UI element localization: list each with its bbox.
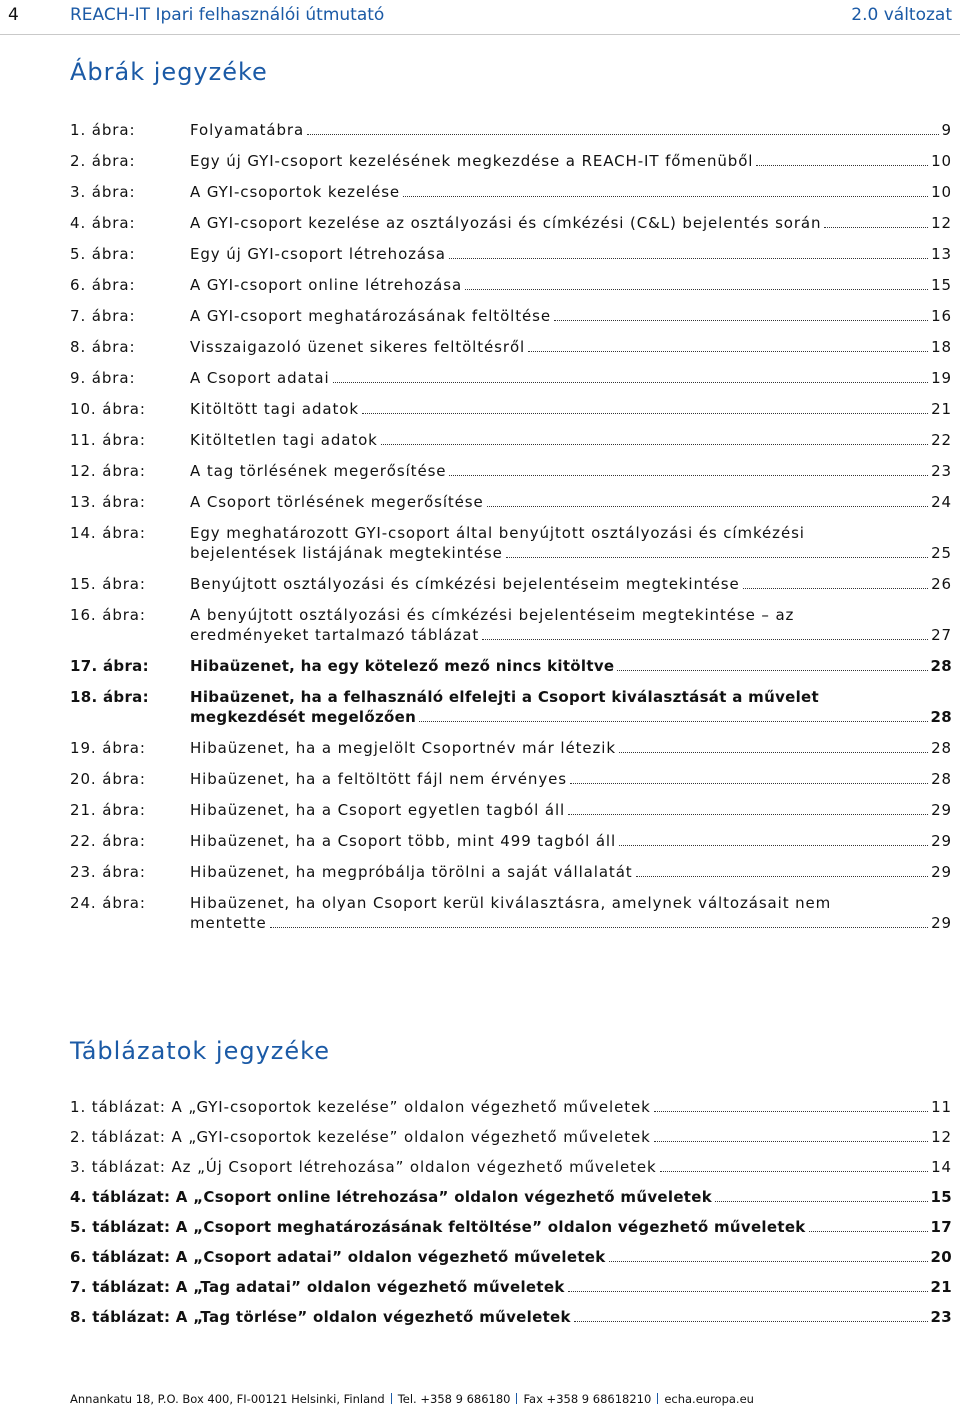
figure-caption-line [190, 656, 952, 676]
figure-label: 6. ábra: [70, 276, 136, 294]
figure-label: 15. ábra: [70, 575, 146, 593]
figure-page-number: 19 [931, 369, 952, 387]
figure-caption-text: bejelentések listájának megtekintése [190, 544, 503, 562]
figure-caption [190, 523, 952, 563]
table-page-number: 14 [931, 1158, 952, 1176]
table-caption-text: 7. táblázat: A „Tag adatai” oldalon végezhető műveletek [70, 1278, 565, 1296]
figure-caption [190, 275, 952, 295]
figure-caption-line [190, 913, 952, 933]
figure-page-number: 10 [931, 183, 952, 201]
figure-caption-line [190, 769, 952, 789]
dot-leader [449, 246, 928, 259]
figure-caption [190, 656, 952, 676]
figure-entry[interactable] [70, 151, 952, 171]
dot-leader [809, 1219, 928, 1232]
table-caption-line [70, 1187, 952, 1207]
figure-list [70, 120, 952, 933]
figure-caption-text: Hibaüzenet, ha a feltöltött fájl nem érvényes [190, 770, 567, 788]
figure-caption-text: Hibaüzenet, ha olyan Csoport kerül kiválasztásra, amelynek változásait nem [190, 894, 832, 912]
figure-caption-line [190, 275, 952, 295]
table-page-number: 12 [931, 1128, 952, 1146]
page-number: 4 [8, 5, 19, 25]
table-entry[interactable] [70, 1157, 952, 1177]
figure-entry[interactable] [70, 574, 952, 594]
footer-tel: Tel. +358 9 686180 [397, 1392, 511, 1406]
figure-label: 5. ábra: [70, 245, 136, 263]
figure-caption [190, 368, 952, 388]
figure-page-number: 29 [931, 832, 952, 850]
figure-caption [190, 831, 952, 851]
figure-caption-line [190, 151, 952, 171]
figure-caption-text: A Csoport adatai [190, 369, 330, 387]
table-caption-text: 6. táblázat: A „Csoport adatai” oldalon végezhető műveletek [70, 1248, 606, 1266]
figure-page-number: 26 [931, 575, 952, 593]
dot-leader [568, 1279, 928, 1292]
figure-page-number: 22 [931, 431, 952, 449]
table-entry[interactable] [70, 1217, 952, 1237]
figure-entry[interactable] [70, 244, 952, 264]
figure-page-number: 29 [931, 914, 952, 932]
figure-caption-text: Kitöltetlen tagi adatok [190, 431, 378, 449]
figure-caption-line [190, 492, 952, 512]
figure-caption-line [190, 120, 952, 140]
figure-caption-line [190, 213, 952, 233]
dot-leader [465, 277, 928, 290]
figures-section-title: Ábrák jegyzéke [70, 58, 268, 86]
figure-caption [190, 430, 952, 450]
figure-label: 24. ábra: [70, 894, 146, 912]
figure-caption-text: Benyújtott osztályozási és címkézési bejelentéseim megtekintése [190, 575, 740, 593]
figure-entry[interactable] [70, 337, 952, 357]
figure-caption [190, 244, 952, 264]
figure-entry[interactable] [70, 492, 952, 512]
figure-label: 4. ábra: [70, 214, 136, 232]
figure-entry[interactable] [70, 893, 952, 933]
table-page-number: 21 [930, 1278, 952, 1296]
dot-leader [482, 627, 928, 640]
table-caption-text: 4. táblázat: A „Csoport online létrehozása” oldalon végezhető műveletek [70, 1188, 713, 1206]
figure-page-number: 15 [931, 276, 952, 294]
figure-caption-text: Folyamatábra [190, 121, 305, 139]
table-page-number: 17 [930, 1218, 952, 1236]
figure-label: 16. ábra: [70, 606, 146, 624]
figure-caption [190, 687, 952, 727]
document-version: 2.0 változat [851, 5, 952, 25]
figure-caption-line [190, 306, 952, 326]
table-caption-text: 5. táblázat: A „Csoport meghatározásának feltöltése” oldalon végezhető műveletek [70, 1218, 806, 1236]
figure-label: 14. ábra: [70, 524, 146, 542]
figure-caption-line [190, 182, 952, 202]
table-caption [70, 1247, 952, 1267]
figure-page-number: 9 [941, 121, 952, 139]
figure-caption [190, 574, 952, 594]
figure-caption-text: Egy meghatározott GYI-csoport által benyújtott osztályozási és címkézési [190, 524, 805, 542]
tables-section-title: Táblázatok jegyzéke [70, 1037, 330, 1065]
table-page-number: 23 [930, 1308, 952, 1326]
dot-leader [307, 122, 938, 135]
figure-caption [190, 120, 952, 140]
figure-label: 9. ábra: [70, 369, 136, 387]
figure-entry[interactable] [70, 605, 952, 645]
figure-caption-line [190, 574, 952, 594]
table-caption [70, 1307, 952, 1327]
dot-leader [333, 370, 929, 383]
figure-label: 13. ábra: [70, 493, 146, 511]
figure-page-number: 25 [931, 544, 952, 562]
table-caption-line [70, 1307, 952, 1327]
table-caption-line [70, 1277, 952, 1297]
dot-leader [636, 864, 929, 877]
figure-caption-text: A Csoport törlésének megerősítése [190, 493, 484, 511]
figure-label: 2. ábra: [70, 152, 136, 170]
document-title: REACH-IT Ipari felhasználói útmutató [70, 5, 385, 25]
footer-web: echa.europa.eu [664, 1392, 754, 1406]
table-caption [70, 1157, 952, 1177]
figure-caption-line [190, 738, 952, 758]
figure-caption-text: A GYI-csoport kezelése az osztályozási és címkézési (C&L) bejelentés során [190, 214, 822, 232]
footer-separator [657, 1393, 658, 1404]
figure-caption-text: eredményeket tartalmazó táblázat [190, 626, 480, 644]
figure-caption-text: Hibaüzenet, ha a Csoport több, mint 499 tagból áll [190, 832, 617, 850]
footer-address: Annankatu 18, P.O. Box 400, FI-00121 Helsinki, Finland [70, 1392, 385, 1406]
figure-caption [190, 337, 952, 357]
figure-page-number: 28 [931, 770, 952, 788]
figure-caption-text: megkezdését megelőzően [190, 708, 417, 726]
figure-caption [190, 893, 952, 933]
figure-caption-text: Kitöltött tagi adatok [190, 400, 359, 418]
figure-caption-text: A GYI-csoportok kezelése [190, 183, 401, 201]
dot-leader [654, 1129, 928, 1142]
figure-caption [190, 213, 952, 233]
figure-caption-line [190, 543, 952, 563]
table-caption-text: 3. táblázat: Az „Új Csoport létrehozása” oldalon végezhető műveletek [70, 1158, 657, 1176]
figure-entry[interactable] [70, 275, 952, 295]
figure-page-number: 12 [931, 214, 952, 232]
table-caption [70, 1217, 952, 1237]
dot-leader [528, 339, 928, 352]
figure-entry[interactable] [70, 120, 952, 140]
table-entry[interactable] [70, 1097, 952, 1117]
figure-entry[interactable] [70, 213, 952, 233]
dot-leader [574, 1309, 928, 1322]
figure-entry[interactable] [70, 862, 952, 882]
dot-leader [824, 215, 928, 228]
page-footer [70, 1392, 754, 1406]
figure-entry[interactable] [70, 430, 952, 450]
table-caption-line [70, 1157, 952, 1177]
figure-label: 3. ábra: [70, 183, 136, 201]
figure-entry[interactable] [70, 399, 952, 419]
table-page-number: 15 [930, 1188, 952, 1206]
table-caption [70, 1187, 952, 1207]
footer-fax: Fax +358 9 68618210 [523, 1392, 652, 1406]
figure-label: 11. ábra: [70, 431, 146, 449]
figure-entry[interactable] [70, 461, 952, 481]
table-entry[interactable] [70, 1187, 952, 1207]
dot-leader [570, 771, 928, 784]
figure-page-number: 28 [930, 657, 952, 675]
figure-page-number: 24 [931, 493, 952, 511]
figure-caption-text: Hibaüzenet, ha megpróbálja törölni a saját vállalatát [190, 863, 633, 881]
figure-page-number: 23 [931, 462, 952, 480]
figure-caption-line [190, 337, 952, 357]
dot-leader [715, 1189, 928, 1202]
figure-page-number: 29 [931, 801, 952, 819]
figure-caption-text: mentette [190, 914, 267, 932]
dot-leader [568, 802, 928, 815]
figure-page-number: 16 [931, 307, 952, 325]
dot-leader [449, 463, 928, 476]
dot-leader [617, 658, 927, 671]
figure-caption-line [190, 430, 952, 450]
figure-page-number: 29 [931, 863, 952, 881]
dot-leader [660, 1159, 929, 1172]
table-entry[interactable] [70, 1277, 952, 1297]
figure-caption-line [190, 244, 952, 264]
figure-caption-text: Egy új GYI-csoport létrehozása [190, 245, 446, 263]
dot-leader [270, 915, 928, 928]
figure-caption [190, 461, 952, 481]
figure-label: 10. ábra: [70, 400, 146, 418]
dot-leader [609, 1249, 928, 1262]
dot-leader [362, 401, 928, 414]
figure-label: 23. ábra: [70, 863, 146, 881]
figure-entry[interactable] [70, 368, 952, 388]
figure-page-number: 28 [931, 739, 952, 757]
table-caption-line [70, 1247, 952, 1267]
table-caption-text: 1. táblázat: A „GYI-csoportok kezelése” oldalon végezhető műveletek [70, 1098, 651, 1116]
table-entry[interactable] [70, 1127, 952, 1147]
footer-separator [391, 1393, 392, 1404]
table-caption-line [70, 1097, 952, 1117]
figure-label: 12. ábra: [70, 462, 146, 480]
figure-label: 7. ábra: [70, 307, 136, 325]
table-page-number: 20 [930, 1248, 952, 1266]
figure-caption-line [190, 831, 952, 851]
figure-caption-text: A GYI-csoport meghatározásának feltöltése [190, 307, 551, 325]
figure-caption-text: Hibaüzenet, ha a felhasználó elfelejti a Csoport kiválasztását a művelet [190, 688, 820, 706]
page-header [0, 0, 960, 35]
figure-caption-text: Egy új GYI-csoport kezelésének megkezdése a REACH-IT főmenüből [190, 152, 754, 170]
figure-entry[interactable] [70, 306, 952, 326]
table-caption-text: 2. táblázat: A „GYI-csoportok kezelése” oldalon végezhető műveletek [70, 1128, 651, 1146]
figure-label: 8. ábra: [70, 338, 136, 356]
figure-caption-line [190, 800, 952, 820]
figure-caption-text: Hibaüzenet, ha a megjelölt Csoportnév már létezik [190, 739, 616, 757]
table-caption [70, 1127, 952, 1147]
figure-entry[interactable] [70, 769, 952, 789]
dot-leader [403, 184, 928, 197]
figure-caption-line [190, 687, 952, 707]
figure-caption-line [190, 399, 952, 419]
dot-leader [743, 576, 928, 589]
figure-label: 20. ábra: [70, 770, 146, 788]
figure-entry[interactable] [70, 523, 952, 563]
figure-caption [190, 769, 952, 789]
figure-caption [190, 399, 952, 419]
figure-caption [190, 738, 952, 758]
dot-leader [619, 740, 928, 753]
dot-leader [619, 833, 928, 846]
figure-caption [190, 800, 952, 820]
dot-leader [756, 153, 928, 166]
table-list [70, 1097, 952, 1327]
figure-label: 18. ábra: [70, 688, 149, 706]
figure-caption-text: A tag törlésének megerősítése [190, 462, 447, 480]
table-entry[interactable] [70, 1307, 952, 1327]
table-entry[interactable] [70, 1247, 952, 1267]
table-caption-line [70, 1127, 952, 1147]
figure-entry[interactable] [70, 831, 952, 851]
dot-leader [487, 494, 928, 507]
dot-leader [419, 709, 927, 722]
dot-leader [381, 432, 928, 445]
figure-caption-line [190, 368, 952, 388]
figure-caption-text: A GYI-csoport online létrehozása [190, 276, 463, 294]
figure-entry[interactable] [70, 800, 952, 820]
table-caption-line [70, 1217, 952, 1237]
figure-page-number: 21 [931, 400, 952, 418]
table-caption [70, 1097, 952, 1117]
figure-entry[interactable] [70, 656, 952, 676]
figure-caption [190, 182, 952, 202]
figure-caption-line [190, 862, 952, 882]
figure-page-number: 27 [931, 626, 952, 644]
figure-page-number: 13 [931, 245, 952, 263]
table-page-number: 11 [931, 1098, 952, 1116]
figure-page-number: 18 [931, 338, 952, 356]
figure-label: 17. ábra: [70, 657, 149, 675]
figure-page-number: 28 [930, 708, 952, 726]
figure-label: 1. ábra: [70, 121, 136, 139]
figure-caption [190, 492, 952, 512]
figure-caption [190, 306, 952, 326]
figure-label: 22. ábra: [70, 832, 146, 850]
footer-separator [516, 1393, 517, 1404]
figure-caption-line [190, 625, 952, 645]
table-caption-text: 8. táblázat: A „Tag törlése” oldalon végezhető műveletek [70, 1308, 571, 1326]
table-caption [70, 1277, 952, 1297]
figure-entry[interactable] [70, 182, 952, 202]
figure-caption [190, 605, 952, 645]
figure-label: 21. ábra: [70, 801, 146, 819]
figure-label: 19. ábra: [70, 739, 146, 757]
figure-caption-line [190, 461, 952, 481]
figure-caption-text: Hibaüzenet, ha a Csoport egyetlen tagból áll [190, 801, 566, 819]
figure-page-number: 10 [931, 152, 952, 170]
dot-leader [654, 1099, 928, 1112]
dot-leader [554, 308, 928, 321]
figure-entry[interactable] [70, 738, 952, 758]
figure-caption-line [190, 707, 952, 727]
dot-leader [506, 545, 928, 558]
figure-entry[interactable] [70, 687, 952, 727]
figure-caption-text: Hibaüzenet, ha egy kötelező mező nincs kitöltve [190, 657, 615, 675]
figure-caption-text: A benyújtott osztályozási és címkézési bejelentéseim megtekintése – az [190, 606, 795, 624]
figure-caption-line [190, 605, 952, 625]
figure-caption-line [190, 523, 952, 543]
figure-caption [190, 151, 952, 171]
figure-caption [190, 862, 952, 882]
figure-caption-line [190, 893, 952, 913]
figure-caption-text: Visszaigazoló üzenet sikeres feltöltésről [190, 338, 526, 356]
